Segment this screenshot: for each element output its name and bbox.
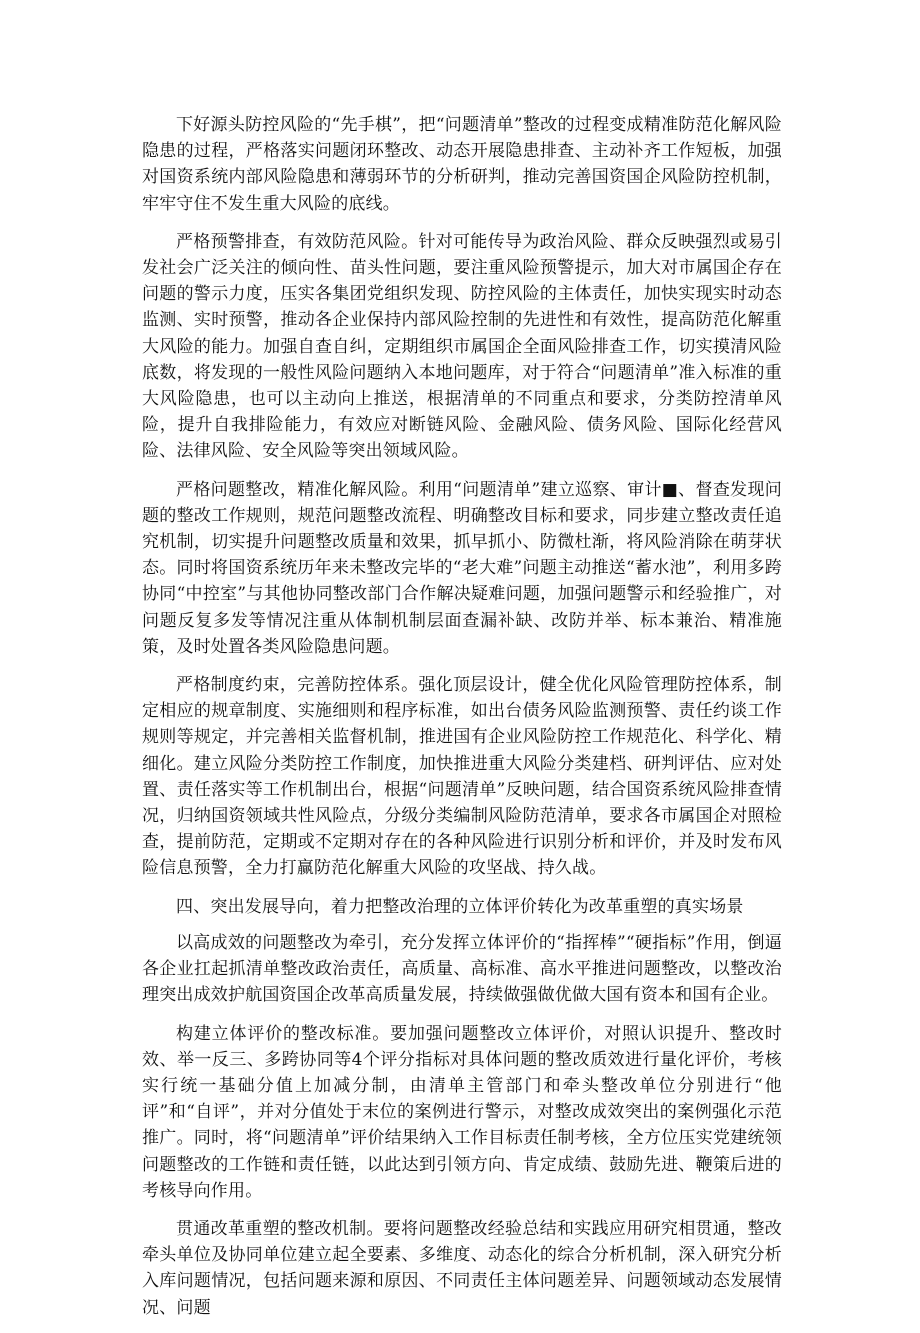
document-body — [142, 112, 782, 1333]
paragraph-reform-mechanism: 贯通改革重塑的整改机制。要将问题整改经验总结和实践应用研究相贯通，整改牵头单位及协同单位建立起全要素、多维度、动态化的综合分析机制，深入研究分析入库问题情况，包括问题来源和原因、不同责任主体问题差异、问题领域动态发展情况、问题 — [142, 1218, 782, 1318]
paragraph-evaluation-standards: 构建立体评价的整改标准。要加强问题整改立体评价，对照认识提升、整改时效、举一反三、多跨协同等4个评分指标对具体问题的整改质效进行量化评价，考核实行统一基础分值上加减分制，由清单主管部门和牵头整改单位分别进行“他评”和“自评”，并对分值处于末位的案例进行警示，对整改成效突出的案例强化示范推广。同时，将“问题清单”评价结果纳入工作目标责任制考核，全方位压实党建统领问题整改的工作链和责任链，以此达到引领方向、肯定成绩、鼓励先进、鞭策后进的考核导向作用。 — [142, 1023, 782, 1201]
paragraph-risk-prevention-intro: 下好源头防控风险的“先手棋”，把“问题清单”整改的过程变成精准防范化解风险隐患的过程，严格落实问题闭环整改、动态开展隐患排查、主动补齐工作短板，加强对国资系统内部风险隐患和薄弱环节的分析研判，推动完善国资国企风险防控机制，牢牢守住不发生重大风险的底线。 — [142, 115, 782, 214]
paragraph-problem-rectification: 严格问题整改，精准化解风险。利用“问题清单”建立巡察、审计■、督查发现问题的整改工作规则，规范问题整改流程、明确整改目标和要求，同步建立整改责任追究机制，切实提升问题整改质量和效果，抓早抓小、防微杜渐，将风险消除在萌芽状态。同时将国资系统历年来未整改完毕的“老大难”问题主动推送“蓄水池”，利用多跨协同“中控室”与其他协同整改部门合作解决疑难问题，加强问题警示和经验推广，对问题反复多发等情况注重从体制机制层面查漏补缺、改防并举、标本兼治、精准施策，及时处置各类风险隐患问题。 — [142, 479, 782, 657]
paragraph-system-constraints: 严格制度约束，完善防控体系。强化顶层设计，健全优化风险管理防控体系，制定相应的规章制度、实施细则和程序标准，如出台债务风险监测预警、责任约谈工作规则等规定，并完善相关监督机制，推进国有企业风险防控工作规范化、科学化、精细化。建立风险分类防控工作制度，加快推进重大风险分类建档、研判评估、应对处置、责任落实等工作机制出台，根据“问题清单”反映问题，结合国资系统风险排查情况，归纳国资领域共性风险点，分级分类编制风险防范清单，要求各市属国企对照检查，提前防范，定期或不定期对存在的各种风险进行识别分析和评价，并及时发布风险信息预警，全力打赢防范化解重大风险的攻坚战、持久战。 — [142, 675, 782, 879]
section-heading-four: 四、突出发展导向，着力把整改治理的立体评价转化为改革重塑的真实场景 — [176, 896, 744, 917]
paragraph-development-orientation: 以高成效的问题整改为牵引，充分发挥立体评价的“指挥棒”“硬指标”作用，倒逼各企业扛起抓清单整改政治责任，高质量、高标准、高水平推进问题整改，以整改治理突出成效护航国资国企改革高质量发展，持续做强做优做大国有资本和国有企业。 — [142, 932, 782, 1006]
paragraph-early-warning: 严格预警排查，有效防范风险。针对可能传导为政治风险、群众反映强烈或易引发社会广泛关注的倾向性、苗头性问题，要注重风险预警提示，加大对市属国企存在问题的警示力度，压实各集团党组织发现、防控风险的主体责任，加快实现实时动态监测、实时预警，推动各企业保持内部风险控制的先进性和有效性，提高防范化解重大风险的能力。加强自查自纠，定期组织市属国企全面风险排查工作，切实摸清风险底数，将发现的一般性风险问题纳入本地问题库，对于符合“问题清单”准入标准的重大风险隐患，也可以主动向上推送，根据清单的不同重点和要求，分类防控清单风险，提升自我排险能力，有效应对断链风险、金融风险、债务风险、国际化经营风险、法律风险、安全风险等突出领域风险。 — [142, 231, 782, 462]
